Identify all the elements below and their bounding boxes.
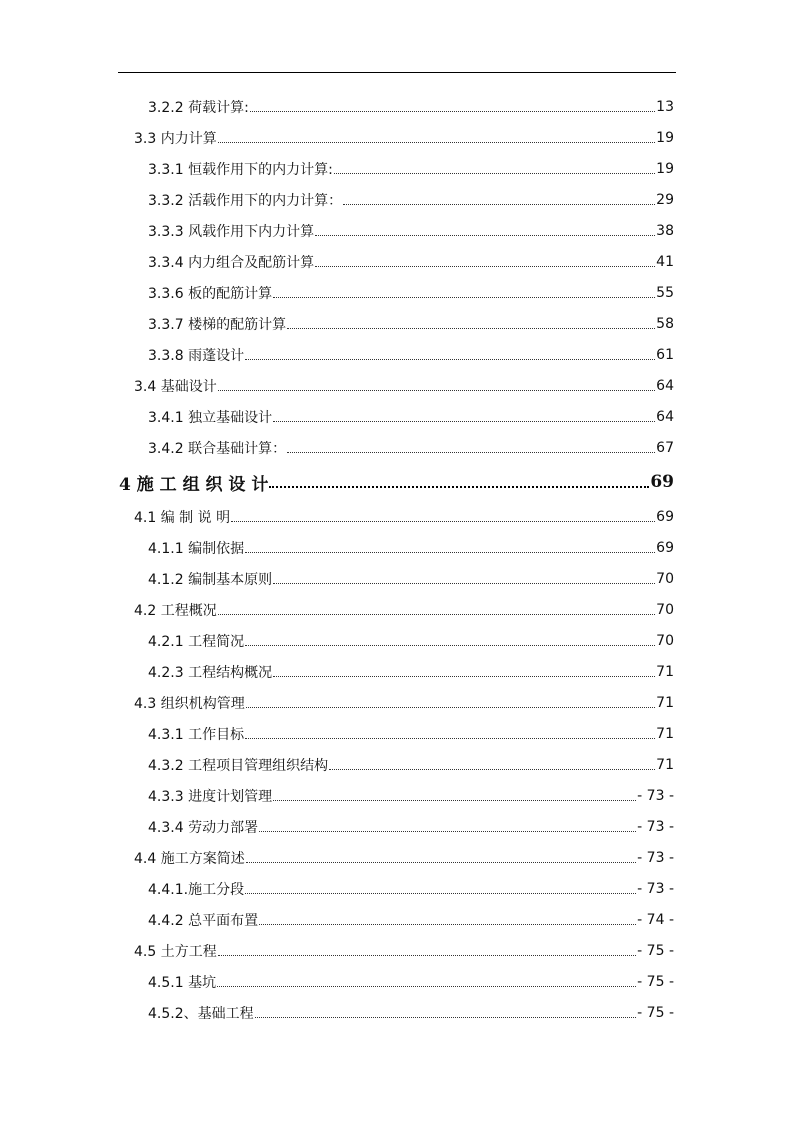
toc-entry-title: 3.3.7 楼梯的配筋计算 [148,316,287,333]
toc-entry-page-number: - 75 - [637,973,674,990]
dot-leader [259,923,636,925]
dot-leader [218,954,636,956]
toc-entry-page-number: 71 [656,756,674,773]
dot-leader [218,389,655,391]
dot-leader [245,551,655,553]
toc-entry[interactable] [0,401,674,432]
toc-entry[interactable] [0,277,674,308]
dot-leader [245,892,636,894]
toc-entry-title: 4.4.1.施工分段 [148,881,245,898]
toc-entry[interactable] [0,718,674,749]
dot-leader [246,706,655,708]
toc-entry-page-number: - 73 - [637,787,674,804]
toc-entry[interactable] [0,215,674,246]
toc-entry[interactable] [0,594,674,625]
dot-leader [218,613,655,615]
dot-leader [273,582,655,584]
toc-entry-title: 4.5.1 基坑 [148,974,217,991]
toc-entry[interactable] [0,935,674,966]
dot-leader [287,327,655,329]
toc-entry-title: 3.3.4 内力组合及配筋计算 [148,254,315,271]
toc-entry-page-number: 67 [656,439,674,456]
toc-entry-page-number: - 73 - [637,818,674,835]
toc-entry-title: 3.3.6 板的配筋计算 [148,285,273,302]
dot-leader [245,358,655,360]
toc-entry-page-number: - 73 - [637,880,674,897]
dot-leader [273,799,636,801]
toc-entry-title: 3.3.2 活载作用下的内力计算： [148,192,343,209]
dot-leader [245,737,655,739]
toc-entry[interactable] [0,904,674,935]
dot-leader [315,265,655,267]
toc-entry-title: 4.4 施工方案简述 [134,850,245,867]
toc-entry[interactable] [0,966,674,997]
table-of-contents [0,91,794,1028]
toc-entry-page-number: - 73 - [637,849,674,866]
toc-entry-title: 3.3 内力计算 [134,130,217,147]
toc-entry[interactable] [0,308,674,339]
toc-entry-title: 4.2.3 工程结构概况 [148,664,273,681]
toc-entry-title: 3.4.2 联合基础计算： [148,440,287,457]
toc-entry-title: 4 施 工 组 织 设 计 [119,474,269,495]
toc-entry-title: 4.3.1 工作目标 [148,726,245,743]
toc-entry[interactable] [0,184,674,215]
toc-entry-title: 4.4.2 总平面布置 [148,912,259,929]
dot-leader [334,172,655,174]
toc-entry-title: 3.4 基础设计 [134,378,217,395]
dot-leader [273,296,655,298]
toc-entry[interactable] [0,811,674,842]
toc-entry-title: 4.5.2、基础工程 [148,1005,254,1022]
toc-entry[interactable] [0,153,674,184]
toc-entry-title: 4.5 土方工程 [134,943,217,960]
toc-entry-page-number: 61 [656,346,674,363]
toc-entry[interactable] [0,122,674,153]
dot-leader [273,420,655,422]
toc-entry[interactable] [0,625,674,656]
toc-entry[interactable] [0,339,674,370]
toc-entry[interactable] [0,532,674,563]
toc-entry-page-number: 38 [656,222,674,239]
toc-entry-page-number: 69 [656,539,674,556]
toc-entry-page-number: 71 [656,663,674,680]
header-rule [118,72,676,73]
toc-entry-title: 4.2.1 工程简况 [148,633,245,650]
toc-entry-title: 4.3.4 劳动力部署 [148,819,259,836]
dot-leader [250,110,655,112]
toc-entry[interactable] [0,432,674,463]
toc-entry-page-number: - 75 - [637,942,674,959]
toc-entry-title: 3.3.3 风载作用下内力计算 [148,223,315,240]
dot-leader [245,644,655,646]
toc-entry-title: 4.1.2 编制基本原则 [148,571,273,588]
toc-entry[interactable] [0,749,674,780]
toc-entry[interactable] [0,687,674,718]
toc-entry[interactable] [0,501,674,532]
dot-leader [315,234,655,236]
toc-entry[interactable] [0,656,674,687]
toc-entry-page-number: 71 [656,694,674,711]
toc-entry-page-number: 70 [656,632,674,649]
toc-entry-page-number: 13 [656,98,674,115]
dot-leader [259,830,636,832]
dot-leader [218,141,655,143]
toc-entry[interactable] [0,370,674,401]
toc-entry-page-number: 70 [656,570,674,587]
toc-entry-title: 4.1.1 编制依据 [148,540,245,557]
toc-entry[interactable] [0,463,674,501]
toc-entry[interactable] [0,563,674,594]
toc-entry-title: 3.2.2 荷载计算: [148,99,249,116]
toc-entry[interactable] [0,91,674,122]
dot-leader [246,861,636,863]
toc-entry-page-number: 29 [656,191,674,208]
dot-leader [269,485,649,488]
dot-leader [343,203,655,205]
dot-leader [231,520,655,522]
dot-leader [287,451,655,453]
toc-entry[interactable] [0,873,674,904]
toc-entry-title: 4.3.2 工程项目管理组织结构 [148,757,329,774]
dot-leader [217,985,636,987]
toc-entry-title: 4.2 工程概况 [134,602,217,619]
toc-entry-title: 3.4.1 独立基础设计 [148,409,273,426]
toc-entry-page-number: 64 [656,377,674,394]
dot-leader [255,1016,637,1018]
toc-entry-page-number: 69 [650,472,674,492]
toc-entry[interactable] [0,997,674,1028]
toc-entry-page-number: - 74 - [637,911,674,928]
toc-entry[interactable] [0,780,674,811]
toc-entry-title: 3.3.8 雨蓬设计 [148,347,245,364]
toc-entry-page-number: 64 [656,408,674,425]
toc-entry-page-number: 58 [656,315,674,332]
toc-entry-title: 3.3.1 恒载作用下的内力计算: [148,161,333,178]
toc-entry-page-number: 55 [656,284,674,301]
toc-entry-title: 4.1 编 制 说 明 [134,509,231,526]
toc-entry-page-number: - 75 - [637,1004,674,1021]
dot-leader [273,675,655,677]
toc-entry-title: 4.3.3 进度计划管理 [148,788,273,805]
toc-entry[interactable] [0,842,674,873]
toc-entry-page-number: 71 [656,725,674,742]
toc-entry-page-number: 70 [656,601,674,618]
toc-entry-title: 4.3 组织机构管理 [134,695,245,712]
toc-entry-page-number: 19 [656,129,674,146]
toc-entry-page-number: 19 [656,160,674,177]
toc-entry-page-number: 41 [656,253,674,270]
dot-leader [329,768,655,770]
toc-entry-page-number: 69 [656,508,674,525]
toc-entry[interactable] [0,246,674,277]
